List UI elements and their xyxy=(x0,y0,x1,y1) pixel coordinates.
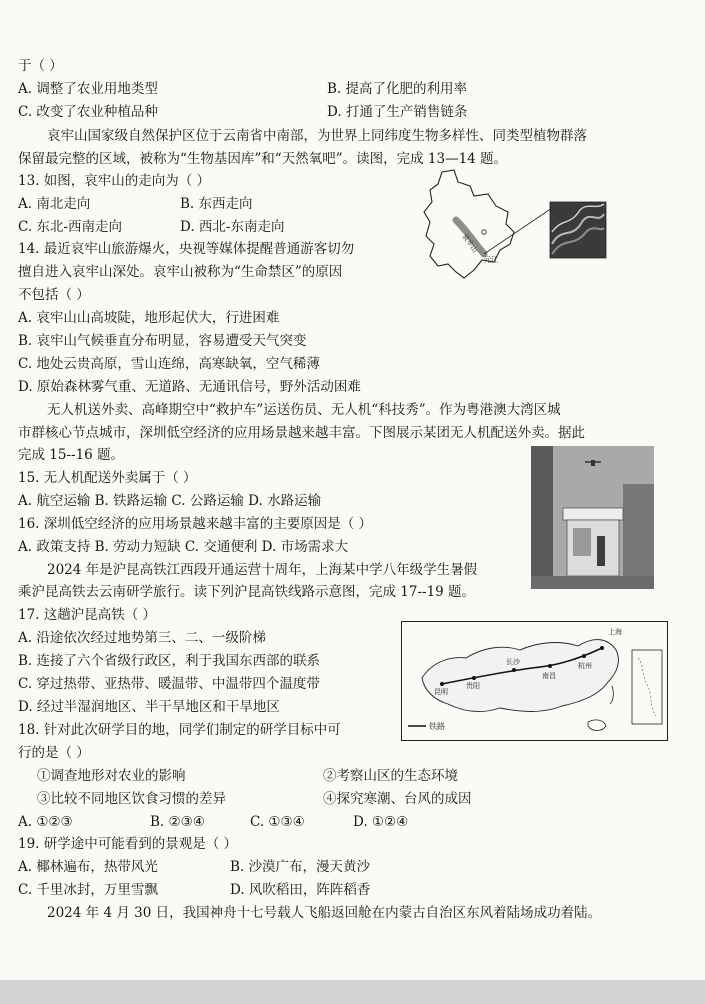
text-line-l42: C. ①③④ xyxy=(250,814,305,830)
yunnan-map xyxy=(412,166,608,292)
text-line-l47: C. 千里冰封，万里雪飘 xyxy=(18,882,158,898)
small-label: 元江 xyxy=(484,256,498,264)
china-south-outline xyxy=(422,640,618,712)
legend-railway-label: 铁路 xyxy=(429,722,445,731)
text-line-l18: C. 地处云贵高原，雪山连绵，高寒缺氧，空气稀薄 xyxy=(18,356,320,372)
text-line-l29: 17. 这趟沪昆高铁（ ） xyxy=(18,607,157,623)
text-line-l43: D. ①②④ xyxy=(353,814,409,830)
city-label: 长沙 xyxy=(506,658,520,666)
text-line-l33: D. 经过半湿润地区、半干旱地区和干旱地区 xyxy=(18,699,280,715)
text-line-l38: ③比较不同地区饮食习惯的差异 xyxy=(37,791,226,807)
city-label: 南昌 xyxy=(542,672,556,680)
text-line-l04: C. 改变了农业种植品种 xyxy=(18,104,158,120)
text-line-l09: A. 南北走向 xyxy=(18,196,91,212)
text-line-l27: 2024 年是沪昆高铁江西段开通运营十周年，上海某中学八年级学生暑假 xyxy=(47,562,478,578)
hainan-outline xyxy=(588,720,606,731)
railway-map-figure xyxy=(401,621,668,741)
yunnan-map-figure xyxy=(412,166,608,292)
text-line-l19: D. 原始森林雾气重、无道路、无通讯信号，野外活动困难 xyxy=(18,379,361,395)
text-line-l17: B. 哀牢山气候垂直分布明显，容易遭受天气突变 xyxy=(18,333,307,349)
text-line-l30: A. 沿途依次经过地势第三、二、一级阶梯 xyxy=(18,630,266,646)
station-marker xyxy=(582,654,586,658)
station-marker xyxy=(440,682,444,686)
text-line-l13: 14. 最近哀牢山旅游爆火，央视等媒体提醒普通游客切勿 xyxy=(18,241,355,257)
inset-boundary xyxy=(638,658,656,716)
taiwan-outline xyxy=(610,686,613,704)
text-line-l34: 18. 针对此次研学目的地，同学们制定的研学目标中可 xyxy=(18,722,341,738)
top-city-label: 上海 xyxy=(608,628,622,636)
text-line-l49: 2024 年 4 月 30 日，我国神舟十七号载人飞船返回舱在内蒙古自治区东风着陆场成功着陆。 xyxy=(47,905,602,921)
station-marker xyxy=(548,664,552,668)
ground xyxy=(531,576,654,589)
text-line-l37: ②考察山区的生态环境 xyxy=(323,768,458,784)
text-line-l26: A. 政策支持 B. 劳动力短缺 C. 交通便利 D. 市场需求大 xyxy=(18,539,349,555)
city-label: 杭州 xyxy=(578,662,592,670)
text-line-l40: A. ①②③ xyxy=(18,814,73,830)
text-line-l01: 于（ ） xyxy=(18,58,63,74)
text-line-l15: 不包括（ ） xyxy=(18,287,90,303)
text-line-l24: A. 航空运输 B. 铁路运输 C. 公路运输 D. 水路运输 xyxy=(18,493,322,509)
drone-photo-drawing xyxy=(531,446,654,589)
text-line-l35: 行的是（ ） xyxy=(18,745,90,761)
building-right xyxy=(623,484,654,589)
text-line-l21: 市群核心节点城市，深圳低空经济的应用场景越来越丰富。下图展示某团无人机配送外卖。据此 xyxy=(18,425,585,441)
city-label: 贵阳 xyxy=(466,682,480,690)
station-marker xyxy=(512,668,516,672)
text-line-l28: 乘沪昆高铁去云南研学旅行。读下列沪昆高铁线路示意图，完成 17--19 题。 xyxy=(18,584,476,600)
text-line-l22: 完成 15--16 题。 xyxy=(18,447,125,463)
text-line-l10: B. 东西走向 xyxy=(180,196,253,212)
south-sea-inset xyxy=(632,650,662,724)
drone-body xyxy=(591,460,595,466)
text-line-l05: D. 打通了生产销售链条 xyxy=(327,104,468,120)
text-line-l45: A. 椰林遍布，热带风光 xyxy=(18,859,158,875)
text-line-l36: ①调查地形对农业的影响 xyxy=(37,768,186,784)
text-line-l31: B. 连接了六个省级行政区，利于我国东西部的联系 xyxy=(18,653,321,669)
text-line-l07: 保留最完整的区域，被称为“生物基因库”和“天然氧吧”。读图，完成 13—14 题。 xyxy=(18,151,508,167)
text-line-l39: ④探究寒潮、台风的成因 xyxy=(323,791,472,807)
building-left xyxy=(531,446,553,589)
mountain-photo-inset xyxy=(550,202,606,258)
text-line-l23: 15. 无人机配送外卖属于（ ） xyxy=(18,470,197,486)
station-marker xyxy=(472,676,476,680)
person-figure xyxy=(597,536,605,566)
text-line-l48: D. 风吹稻田，阵阵稻香 xyxy=(230,882,371,898)
city-marker xyxy=(482,230,486,234)
text-line-l11: C. 东北-西南走向 xyxy=(18,219,122,235)
text-line-l32: C. 穿过热带、亚热带、暖温带、中温带四个温度带 xyxy=(18,676,320,692)
text-line-l41: B. ②③④ xyxy=(150,814,205,830)
station-marker xyxy=(600,646,604,650)
text-line-l25: 16. 深圳低空经济的应用场景越来越丰富的主要原因是（ ） xyxy=(18,516,373,532)
railway-map xyxy=(402,622,667,740)
kiosk-panel xyxy=(573,528,591,556)
drone-delivery-photo xyxy=(531,446,654,589)
city-label: 昆明 xyxy=(434,688,448,696)
text-line-l02: A. 调整了农业用地类型 xyxy=(18,81,158,97)
bottom-scroll-bar xyxy=(0,980,705,1004)
text-line-l20: 无人机送外卖、高峰期空中“救护车”运送伤员、无人机“科技秀”。作为粤港澳大湾区城 xyxy=(47,402,561,418)
text-line-l44: 19. 研学途中可能看到的景观是（ ） xyxy=(18,836,238,852)
yunnan-outline xyxy=(424,170,514,278)
kiosk-roof xyxy=(563,508,623,520)
text-line-l16: A. 哀牢山山高坡陡，地形起伏大，行进困难 xyxy=(18,310,280,326)
text-line-l12: D. 西北-东南走向 xyxy=(180,219,285,235)
text-line-l06: 哀牢山国家级自然保护区位于云南省中南部，为世界上同纬度生物多样性、同类型植物群落 xyxy=(47,128,587,144)
mountain-label: 哀牢山 xyxy=(460,232,479,255)
callout-line xyxy=(484,208,552,254)
text-line-l03: B. 提高了化肥的利用率 xyxy=(327,81,468,97)
text-line-l46: B. 沙漠广布，漫天黄沙 xyxy=(230,859,371,875)
text-line-l14: 擅自进入哀牢山深处。哀牢山被称为“生命禁区”的原因 xyxy=(18,264,343,280)
text-line-l08: 13. 如图，哀牢山的走向为（ ） xyxy=(18,173,211,189)
